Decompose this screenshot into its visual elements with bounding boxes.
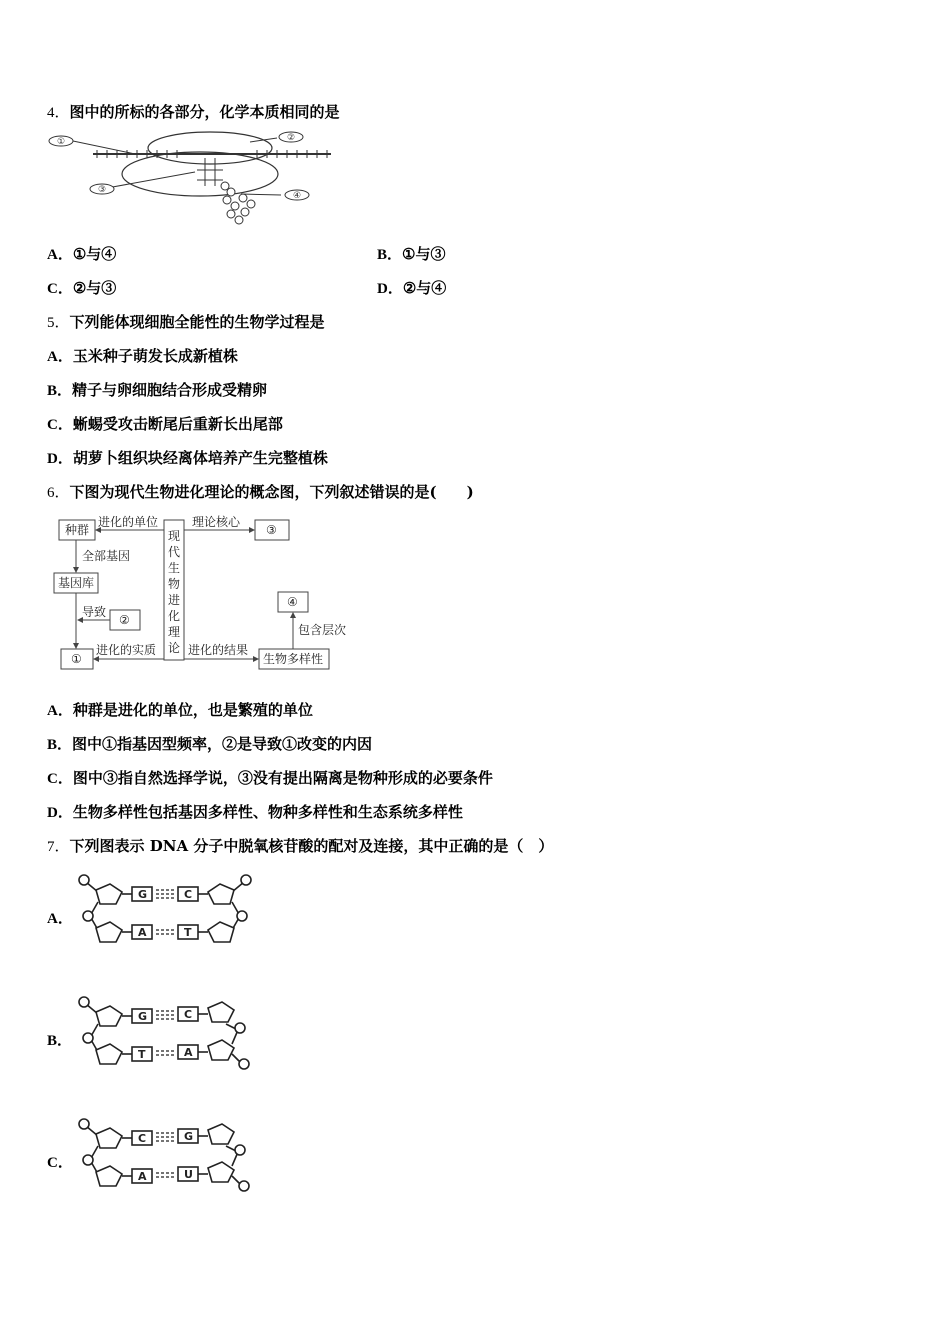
base-letter: G [184, 1130, 194, 1143]
phosphate-icon [83, 1155, 93, 1165]
deoxyribose-icon [208, 922, 234, 942]
q5-option-d[interactable]: D．胡萝卜组织块经离体培养产生完整植株 [47, 449, 328, 467]
q5-option-c[interactable]: C．蜥蜴受攻击断尾后重新长出尾部 [47, 415, 283, 433]
box-2-text: ② [119, 613, 130, 627]
q5-option-b[interactable]: B．精子与卵细胞结合形成受精卵 [47, 381, 268, 399]
deoxyribose-icon [96, 1006, 122, 1026]
q4-text: 图中的所标的各部分，化学本质相同的是 [69, 103, 340, 121]
base-letter: A [184, 1046, 193, 1059]
all-genes-label: 全部基因 [82, 549, 131, 563]
q4-label-1: ① [57, 137, 66, 147]
q4-stem [47, 102, 340, 123]
q4-label-4: ④ [293, 191, 302, 201]
q4-label-2: ② [287, 133, 296, 143]
phosphate-icon [79, 997, 89, 1007]
box-4-text: ④ [287, 595, 298, 609]
center-char-6: 化 [168, 609, 181, 623]
q6-option-a[interactable]: A．种群是进化的单位，也是繁殖的单位 [47, 701, 313, 719]
phosphate-icon [83, 1033, 93, 1043]
deoxyribose-icon [96, 1128, 122, 1148]
q4-option-b[interactable]: B．①与③ [377, 245, 446, 263]
q4-number: 4． [47, 105, 70, 121]
q4-label-3: ③ [98, 185, 107, 195]
q7-option-c-dna[interactable] [76, 1116, 256, 1194]
base-letter: A [138, 926, 147, 939]
phosphate-icon [79, 875, 89, 885]
phosphate-icon [239, 1181, 249, 1191]
base-letter: U [184, 1168, 193, 1181]
core-label: 理论核心 [192, 515, 241, 529]
deoxyribose-icon [96, 884, 122, 904]
phosphate-icon [241, 875, 251, 885]
base-letter: A [138, 1170, 147, 1183]
q7-option-a-dna[interactable] [76, 872, 256, 950]
population-text: 种群 [65, 523, 90, 537]
q6-option-c[interactable]: C．图中③指自然选择学说，③没有提出隔离是物种形成的必要条件 [47, 769, 493, 787]
q4-option-d[interactable]: D．②与④ [377, 279, 447, 297]
box-3-text: ③ [266, 523, 277, 537]
deoxyribose-icon [208, 1162, 234, 1182]
base-letter: C [138, 1132, 147, 1145]
center-char-1: 现 [168, 529, 181, 543]
q6-option-d[interactable]: D．生物多样性包括基因多样性、物种多样性和生态系统多样性 [47, 803, 463, 821]
q7-option-a-label[interactable]: A． [47, 911, 73, 927]
deoxyribose-icon [96, 1166, 122, 1186]
deoxyribose-icon [208, 1002, 234, 1022]
deoxyribose-icon [96, 922, 122, 942]
phosphate-icon [239, 1059, 249, 1069]
q6-option-b[interactable]: B．图中①指基因型频率，②是导致①改变的内因 [47, 735, 373, 753]
center-char-2: 代 [168, 545, 181, 559]
q7-stem: 7．下列图表示 DNA 分子中脱氧核苷酸的配对及连接，其中正确的是（ ） [47, 837, 554, 855]
q4-membrane-figure [45, 128, 335, 228]
essence-label: 进化的实质 [96, 643, 157, 657]
center-char-7: 理 [168, 625, 181, 639]
center-char-3: 生 [168, 561, 181, 575]
center-char-4: 物 [168, 577, 181, 591]
phosphate-icon [237, 911, 247, 921]
deoxyribose-icon [208, 884, 234, 904]
q7-option-b-label[interactable]: B． [47, 1033, 73, 1049]
base-letter: T [184, 926, 192, 939]
q6-stem: 6．下图为现代生物进化理论的概念图，下列叙述错误的是( ) [47, 483, 474, 501]
q7-option-b-dna[interactable] [76, 994, 256, 1072]
result-label: 进化的结果 [188, 643, 249, 657]
center-char-8: 论 [168, 641, 181, 655]
q4-option-a[interactable]: A．①与④ [47, 245, 117, 263]
base-letter: C [184, 888, 193, 901]
leads-to-label: 导致 [82, 605, 107, 619]
gene-pool-text: 基因库 [58, 576, 95, 590]
base-letter: G [138, 1010, 148, 1023]
q4-option-c[interactable]: C．②与③ [47, 279, 117, 297]
q5-stem: 5．下列能体现细胞全能性的生物学过程是 [47, 313, 325, 331]
phosphate-icon [83, 911, 93, 921]
levels-label: 包含层次 [298, 623, 347, 637]
q7-option-c-label[interactable]: C． [47, 1155, 73, 1171]
q6-concept-map [50, 512, 360, 674]
deoxyribose-icon [96, 1044, 122, 1064]
phosphate-icon [79, 1119, 89, 1129]
base-letter: T [138, 1048, 146, 1061]
q5-option-a[interactable]: A．玉米种子萌发长成新植株 [47, 347, 238, 365]
phosphate-icon [235, 1023, 245, 1033]
base-letter: G [138, 888, 148, 901]
center-char-5: 进 [168, 593, 181, 607]
diversity-text: 生物多样性 [263, 652, 324, 666]
box-1-text: ① [71, 652, 82, 666]
phosphate-icon [235, 1145, 245, 1155]
deoxyribose-icon [208, 1124, 234, 1144]
deoxyribose-icon [208, 1040, 234, 1060]
unit-label: 进化的单位 [98, 515, 159, 529]
base-letter: C [184, 1008, 193, 1021]
